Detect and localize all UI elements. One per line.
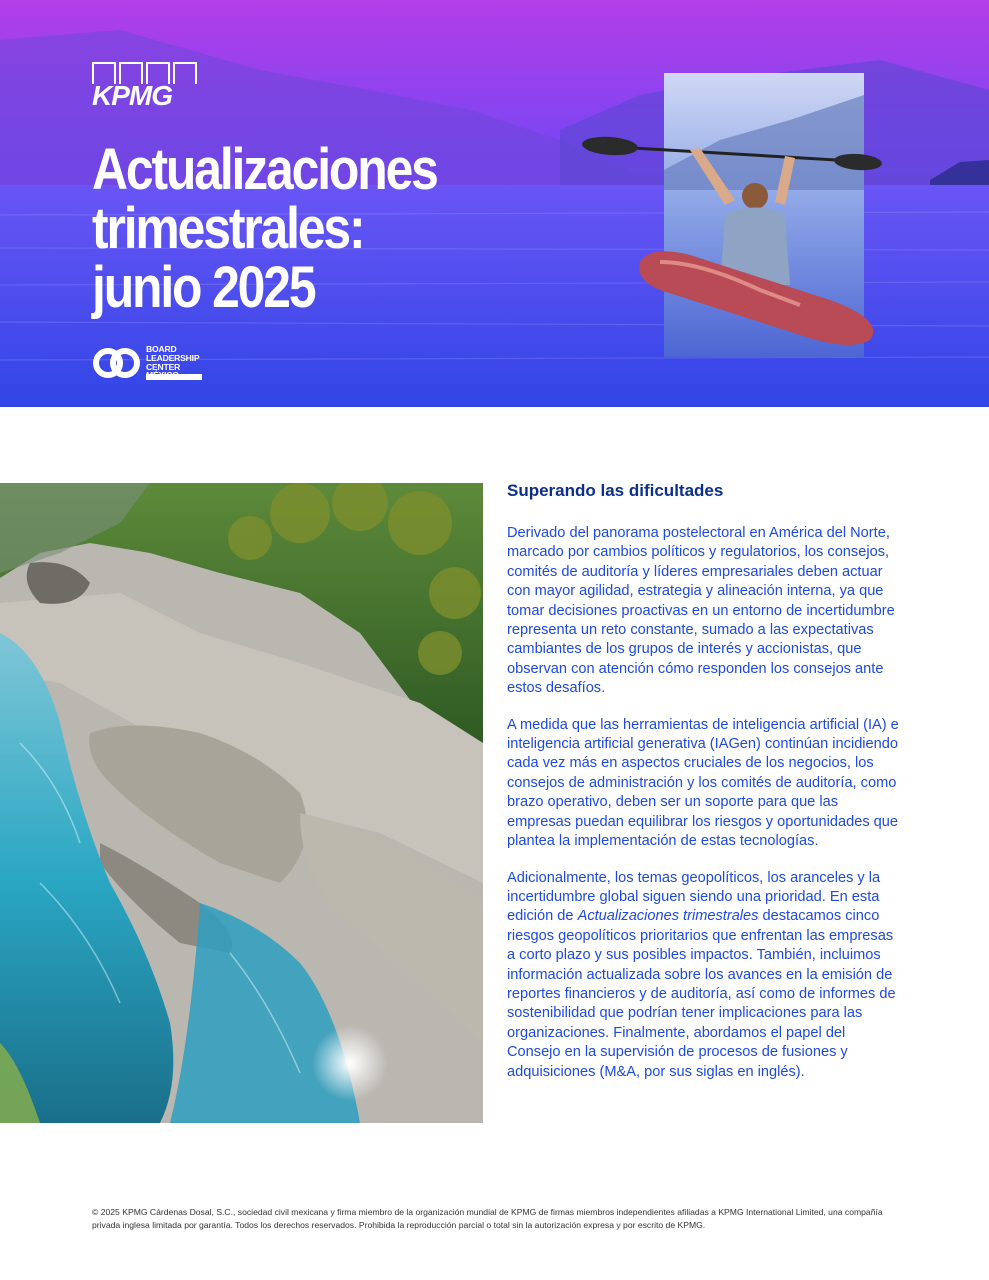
paragraph-3: Adicionalmente, los temas geopolíticos, los aranceles y la incertidumbre global siguen siendo una prioridad. En esta edición de Actualizaciones trimestrales destacamos cinco riesgos geopolíticos prioritarios que enfrentan las empresas a corto plazo y sus posibles impactos. También, incluimos información actualizada sobre los avances en la emisión de reportes financieros y de auditoría, así como de informes de sostenibilidad que podrían tener implicaciones para las organizaciones. Finalmente, abordamos el papel del Consejo en la supervisión de procesos de fusiones y adquisiciones (M&A, por sus siglas en inglés). [507, 869, 896, 1080]
river-canyon-image [0, 483, 483, 1123]
kpmg-logo-text: KPMG [92, 80, 172, 111]
page-title [92, 137, 437, 320]
river-photo [0, 483, 483, 1123]
title-line-2: trimestrales: [92, 196, 364, 261]
blc-logo-bar [146, 374, 202, 380]
publication-name: Actualizaciones trimestrales [577, 908, 759, 925]
paragraph-1: Derivado del panorama postelectoral en América del Norte, marcado por cambios políticos y regulatorios, los consejos, comités de auditoría y líderes empresariales deben actuar con mayor agilidad, estrategia y alineación interna, ya que tomar decisiones proactivas en un entorno de incertidumbre representa un reto constante, sumado a las expectativas cambiantes de los grupos de interés y accionistas, que observan con atención cómo responden los consejos ante estos desafíos. [507, 525, 895, 697]
title-line-3: junio 2025 [92, 255, 315, 320]
blc-logo-text: BOARD LEADERSHIP CENTER [146, 344, 200, 372]
section-heading: Superando las dificultades [507, 481, 724, 500]
hero-banner [0, 0, 989, 407]
board-leadership-center-logo [92, 344, 222, 384]
interlocked-rings-icon [92, 346, 142, 380]
title-line-1: Actualizaciones [92, 137, 437, 202]
footer-copyright: © 2025 KPMG Cárdenas Dosal, S.C., sociedad civil mexicana y firma miembro de la organización mundial de KPMG de firmas miembros independientes afiliadas a KPMG International Limited, una compañía privada inglesa limitada por garantía. Todos los derechos reservados. Prohibida la reproducción parcial o total sin la autorización expresa y por escrito de KPMG. [92, 1207, 883, 1230]
kpmg-logo [92, 62, 208, 110]
paragraph-2: A medida que las herramientas de inteligencia artificial (IA) e inteligencia artificial generativa (IAGen) continúan incidiendo cada vez más en aspectos cruciales de los negocios, los consejos de administración y los comités de auditoría, como brazo operativo, deben ser un soporte para que las empresas puedan equilibrar los riesgos y oportunidades que plantea la implementación de estas tecnologías. [507, 716, 899, 850]
article-body [507, 480, 899, 1099]
